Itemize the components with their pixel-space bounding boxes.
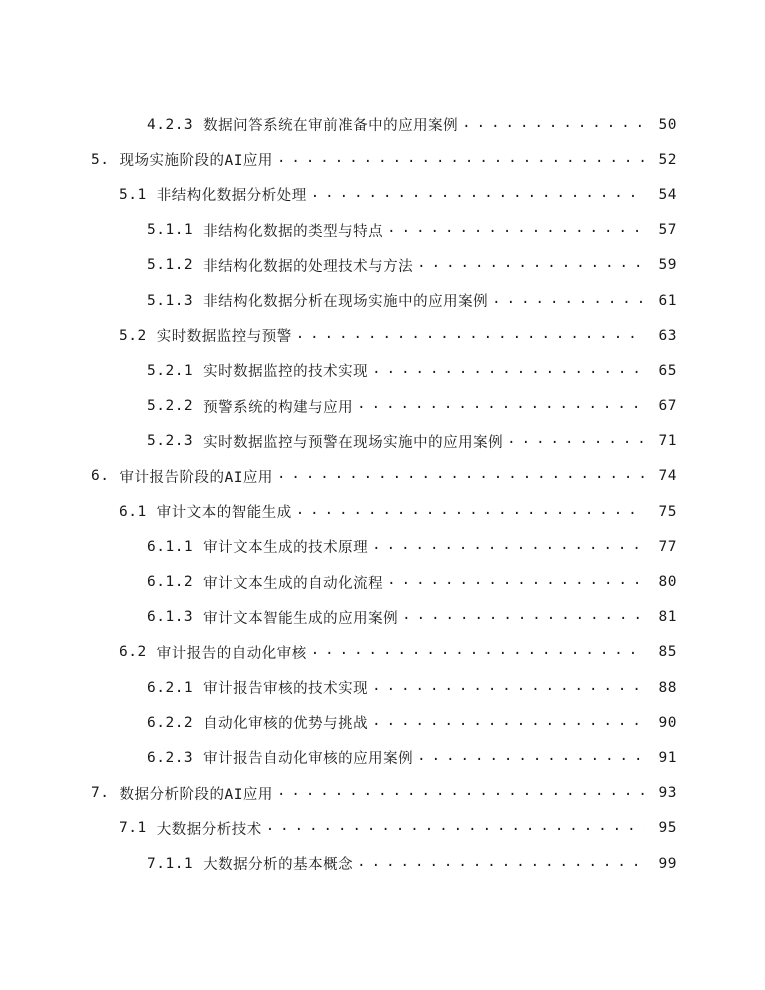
toc-dot-leader (311, 187, 645, 203)
toc-entry-title: 审计文本智能生成的应用案例 (203, 610, 399, 627)
toc-dot-leader (387, 574, 645, 590)
toc-entry-number: 6.1.2 (147, 574, 194, 591)
toc-entry-title: 审计文本生成的自动化流程 (203, 575, 384, 592)
toc-entry-number: 5.1 (119, 186, 147, 203)
toc-entry-title: 实时数据监控与预警 (156, 329, 292, 346)
toc-entry-number: 5.1.1 (147, 222, 194, 239)
toc-entry[interactable] (0, 389, 765, 424)
toc-entry-page-number: 61 (658, 292, 677, 309)
toc-entry-page-number: 93 (658, 785, 677, 802)
toc-dot-leader (372, 715, 645, 731)
toc-entry[interactable] (0, 564, 765, 599)
toc-entry-number: 7. (91, 785, 110, 802)
toc-dot-leader (277, 152, 645, 168)
toc-entry-number: 6.2.1 (147, 679, 194, 696)
toc-entry[interactable] (0, 459, 765, 494)
toc-entry-title: 审计报告的自动化审核 (156, 645, 307, 662)
toc-entry[interactable] (0, 107, 765, 142)
toc-entry-number: 6.2 (119, 644, 147, 661)
toc-entry[interactable] (0, 846, 765, 881)
toc-entry-page-number: 88 (658, 679, 677, 696)
toc-entry-number: 6.2.2 (147, 714, 194, 731)
toc-dot-leader (277, 785, 645, 801)
toc-entry-title: 审计报告自动化审核的应用案例 (203, 751, 414, 768)
toc-dot-leader (296, 504, 645, 520)
toc-entry[interactable] (0, 248, 765, 283)
toc-entry-title: 非结构化数据分析在现场实施中的应用案例 (203, 294, 489, 311)
toc-entry[interactable] (0, 811, 765, 846)
toc-dot-leader (357, 856, 645, 872)
toc-entry-title: 非结构化数据分析处理 (156, 188, 307, 205)
toc-dot-leader (402, 609, 645, 625)
toc-dot-leader (277, 468, 645, 484)
toc-dot-leader (311, 644, 645, 660)
toc-entry-page-number: 71 (658, 433, 677, 450)
toc-entry-page-number: 81 (658, 609, 677, 626)
toc-entry[interactable] (0, 670, 765, 705)
table-of-contents (0, 107, 765, 881)
toc-entry-number: 5. (91, 151, 110, 168)
toc-entry-number: 5.2.2 (147, 398, 194, 415)
toc-entry-number: 6. (91, 468, 110, 485)
toc-entry-page-number: 57 (658, 222, 677, 239)
toc-dot-leader (492, 293, 645, 309)
toc-entry[interactable] (0, 213, 765, 248)
toc-entry-number: 6.2.3 (147, 749, 194, 766)
toc-entry-number: 5.1.2 (147, 257, 194, 274)
toc-entry-number: 6.1.3 (147, 609, 194, 626)
toc-entry-number: 5.1.3 (147, 292, 194, 309)
toc-entry-page-number: 65 (658, 362, 677, 379)
toc-entry-page-number: 95 (658, 820, 677, 837)
toc-entry-title: 审计报告阶段的AI应用 (119, 469, 273, 486)
toc-dot-leader (266, 820, 645, 836)
toc-entry-title: 实时数据监控的技术实现 (203, 364, 369, 381)
toc-entry-page-number: 99 (658, 855, 677, 872)
toc-entry[interactable] (0, 635, 765, 670)
toc-entry[interactable] (0, 776, 765, 811)
toc-entry-page-number: 59 (658, 257, 677, 274)
toc-entry-number: 7.1 (119, 820, 147, 837)
toc-entry-title: 非结构化数据的类型与特点 (203, 223, 384, 240)
toc-dot-leader (507, 433, 645, 449)
toc-entry-title: 自动化审核的优势与挑战 (203, 716, 369, 733)
toc-entry-number: 6.1.1 (147, 538, 194, 555)
toc-entry-page-number: 52 (658, 151, 677, 168)
toc-entry-page-number: 67 (658, 398, 677, 415)
toc-entry-number: 5.2.1 (147, 362, 194, 379)
toc-entry-number: 4.2.3 (147, 116, 194, 133)
toc-dot-leader (462, 117, 645, 133)
toc-entry[interactable] (0, 142, 765, 177)
toc-entry-page-number: 80 (658, 574, 677, 591)
toc-entry-title: 审计报告审核的技术实现 (203, 681, 369, 698)
toc-entry-title: 审计文本生成的技术原理 (203, 540, 369, 557)
toc-dot-leader (372, 363, 645, 379)
toc-entry-number: 5.2.3 (147, 433, 194, 450)
toc-entry-page-number: 90 (658, 714, 677, 731)
toc-entry[interactable] (0, 177, 765, 212)
toc-entry[interactable] (0, 353, 765, 388)
toc-entry-title: 大数据分析的基本概念 (203, 857, 354, 874)
toc-entry[interactable] (0, 600, 765, 635)
toc-entry-title: 现场实施阶段的AI应用 (119, 153, 273, 170)
toc-dot-leader (387, 222, 645, 238)
toc-entry-number: 6.1 (119, 503, 147, 520)
toc-dot-leader (417, 257, 645, 273)
toc-entry-title: 审计文本的智能生成 (156, 505, 292, 522)
toc-dot-leader (417, 750, 645, 766)
toc-entry-page-number: 85 (658, 644, 677, 661)
toc-entry-page-number: 77 (658, 538, 677, 555)
toc-entry-title: 实时数据监控与预警在现场实施中的应用案例 (203, 434, 504, 451)
toc-entry-page-number: 74 (658, 468, 677, 485)
toc-dot-leader (372, 680, 645, 696)
toc-entry-number: 5.2 (119, 327, 147, 344)
toc-entry-page-number: 63 (658, 327, 677, 344)
toc-entry[interactable] (0, 705, 765, 740)
toc-entry-title: 预警系统的构建与应用 (203, 399, 354, 416)
toc-entry-title: 数据问答系统在审前准备中的应用案例 (203, 118, 459, 135)
toc-entry[interactable] (0, 424, 765, 459)
toc-entry[interactable] (0, 494, 765, 529)
toc-entry-title: 大数据分析技术 (156, 821, 262, 838)
toc-entry-page-number: 91 (658, 749, 677, 766)
toc-entry-number: 7.1.1 (147, 855, 194, 872)
toc-dot-leader (372, 539, 645, 555)
toc-entry[interactable] (0, 529, 765, 564)
toc-entry-title: 数据分析阶段的AI应用 (119, 786, 273, 803)
toc-entry-page-number: 50 (658, 116, 677, 133)
toc-entry-page-number: 75 (658, 503, 677, 520)
toc-entry[interactable] (0, 318, 765, 353)
toc-entry-title: 非结构化数据的处理技术与方法 (203, 258, 414, 275)
toc-entry-page-number: 54 (658, 186, 677, 203)
toc-dot-leader (357, 398, 645, 414)
toc-dot-leader (296, 328, 645, 344)
toc-entry[interactable] (0, 740, 765, 775)
toc-entry[interactable] (0, 283, 765, 318)
